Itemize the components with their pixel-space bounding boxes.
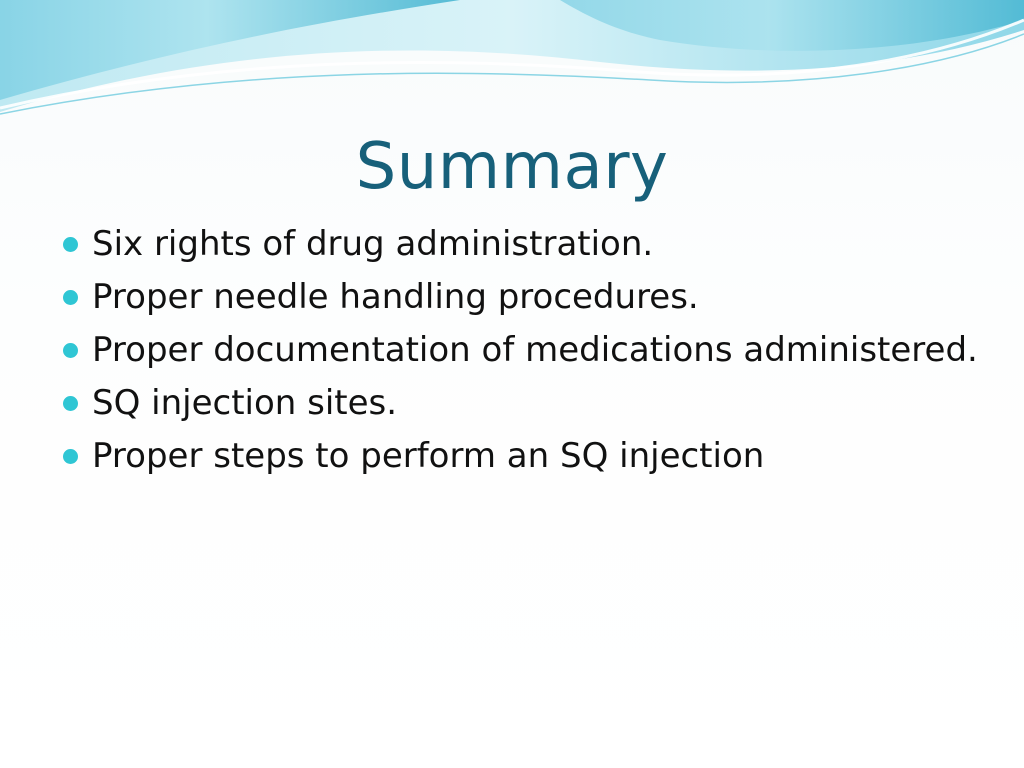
bullet-text: SQ injection sites.: [92, 383, 398, 423]
list-item: [62, 222, 992, 267]
bullet-dot-icon: [63, 290, 78, 305]
list-item: [62, 328, 992, 373]
bullet-dot-icon: [63, 237, 78, 252]
bullet-dot-icon: [63, 449, 78, 464]
slide-title: Summary: [355, 130, 669, 204]
list-item: [62, 275, 992, 320]
bullet-list: [62, 222, 992, 487]
bullet-dot-icon: [63, 396, 78, 411]
bullet-dot-icon: [63, 343, 78, 358]
header-wave-decoration: [0, 0, 1024, 130]
bullet-text: Proper steps to perform an SQ injection: [92, 436, 765, 476]
bullet-text: Six rights of drug administration.: [92, 224, 654, 264]
list-item: [62, 381, 992, 426]
list-item: [62, 434, 992, 479]
bullet-text: Proper needle handling procedures.: [92, 277, 699, 317]
bullet-text: Proper documentation of medications administered.: [92, 330, 978, 370]
